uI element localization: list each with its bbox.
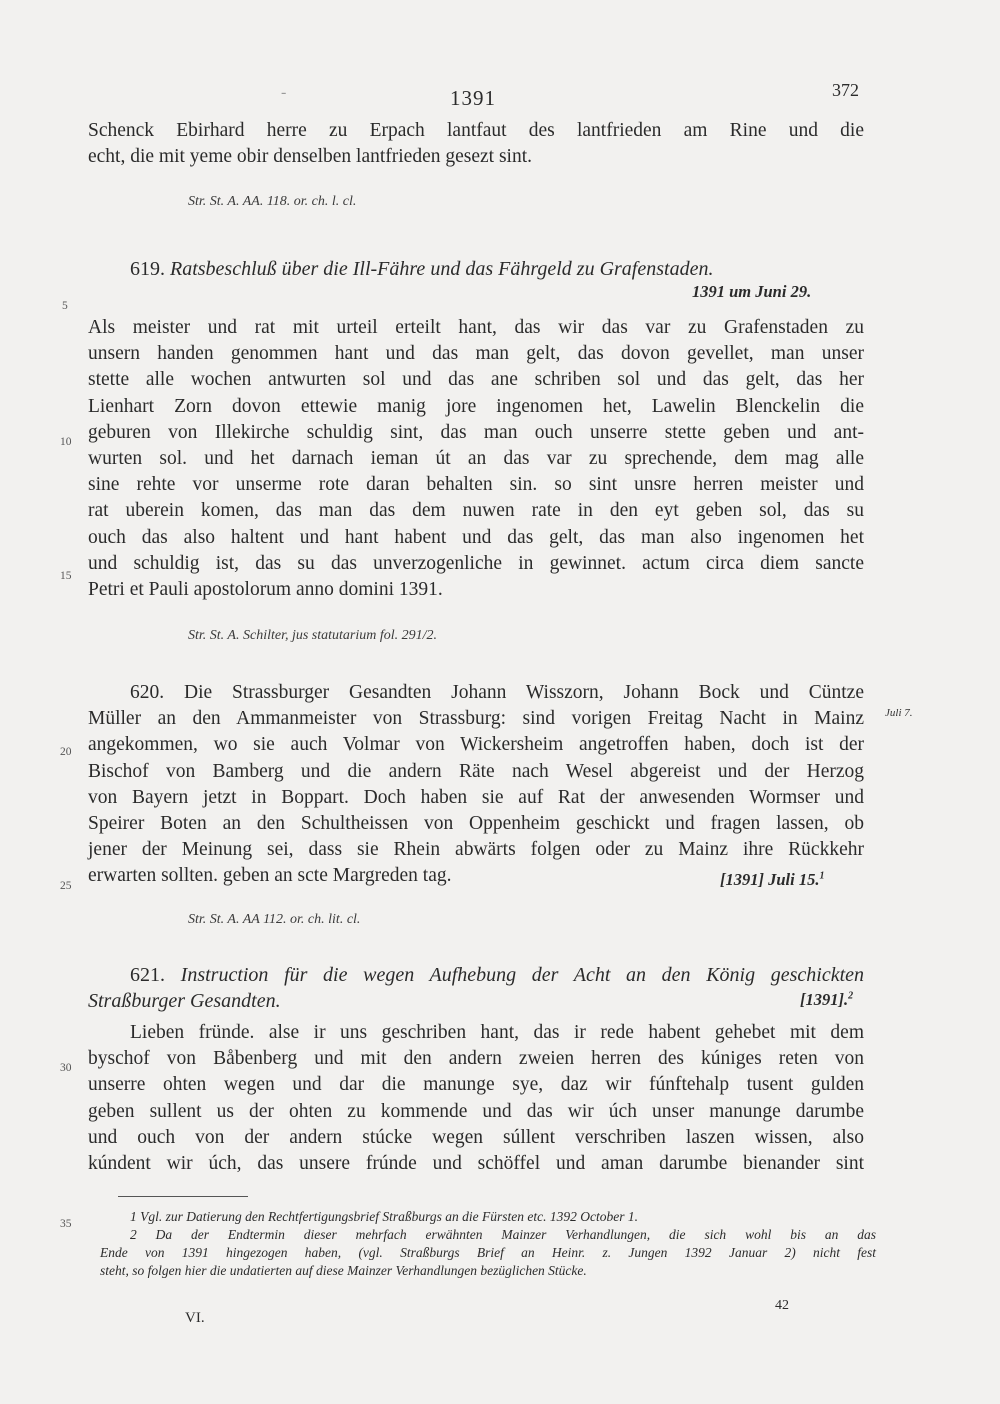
text-line: Speirer Boten an den Schultheissen von Oppenheim geschickt und fragen lassen, ob bbox=[88, 813, 864, 835]
text-line: unserre ohten wegen und dar die manunge sye, daz wir fúnftehalp tusent gulden bbox=[88, 1074, 864, 1096]
text-line: Müller an den Ammanmeister von Strassburg: sind vorigen Freitag Nacht in Mainz bbox=[88, 708, 864, 730]
text-line: unsern handen genommen hant und das man gelt, das dovon gevellet, man unser bbox=[88, 343, 864, 365]
footnote-ref: 2 bbox=[848, 990, 854, 1002]
footnote-rule bbox=[118, 1196, 248, 1197]
text-line: Lienhart Zorn dovon ettewie manig jore ingenomen het, Lawelin Blenckelin die bbox=[88, 395, 864, 417]
source-citation: Str. St. A. AA. 118. or. ch. l. cl. bbox=[188, 194, 357, 209]
doc-621-title-line bbox=[130, 962, 864, 988]
text-line: und ouch von der andern stúcke wegen súllent verschriben laszen wissen, also bbox=[88, 1126, 864, 1148]
doc-number: 619. bbox=[130, 258, 165, 280]
margin-date: Juli 7. bbox=[885, 707, 913, 719]
text-line: stette alle wochen antwurten sol und das ane schriben sol und das gelt, das her bbox=[88, 369, 864, 391]
doc-620-body bbox=[88, 680, 864, 890]
doc-date-text: [1391] Juli 15. bbox=[720, 870, 820, 889]
line-number: 20 bbox=[60, 746, 72, 758]
text-line: Lieben fründe. alse ir uns geschriben hant, das ir rede habent gehebet mit dem bbox=[130, 1022, 864, 1043]
source-citation: Str. St. A. AA 112. or. ch. lit. cl. bbox=[188, 912, 361, 927]
text-line: Petri et Pauli apostolorum anno domini 1391. bbox=[88, 579, 443, 601]
doc-number: 621. bbox=[130, 964, 165, 986]
header-dash: - bbox=[281, 84, 287, 101]
text-line: angekommen, wo sie auch Volmar von Wickersheim angetroffen haben, doch ist der bbox=[88, 734, 864, 756]
intro-text bbox=[88, 118, 864, 170]
doc-date-text: [1391]. bbox=[800, 990, 849, 1009]
text-line: geburen von Illekirche schuldig sint, das man ouch unserre stette geben und ant- bbox=[88, 421, 864, 443]
doc-date: 1391 um Juni 29. bbox=[692, 282, 812, 301]
doc-date bbox=[720, 870, 824, 890]
running-year: 1391 bbox=[450, 86, 496, 110]
text-line: geben sullent us der ohten zu kommende und das wir úch unser manunge darumbe bbox=[88, 1100, 864, 1122]
footnote-line: steht, so folgen hier die undatierten auf diese Mainzer Verhandlungen bezüglichen Stücke. bbox=[100, 1263, 587, 1279]
text-line: ouch das also haltent und hant habent und das gelt, das man also ingenomen het bbox=[88, 526, 864, 548]
text-line: byschof von Båbenberg und mit den andern zweien herren des kúniges reten von bbox=[88, 1048, 864, 1070]
footnote-2 bbox=[100, 1226, 876, 1281]
doc-title-line-2: Straßburger Gesandten. bbox=[88, 990, 281, 1012]
line-number: 10 bbox=[60, 436, 72, 448]
signature-mark: VI. bbox=[185, 1310, 205, 1326]
text-line: erwarten sollten. geben an scte Margreden tag. bbox=[88, 865, 452, 887]
footnote-line: Ende von 1391 hingezogen haben, (vgl. Straßburgs Brief an Heinr. z. Jungen 1392 Januar 2) nicht fest bbox=[100, 1245, 876, 1261]
text-line: von Bayern jetzt in Boppart. Doch haben sie auf Rat der anwesenden Wormser und bbox=[88, 786, 864, 808]
line-number: 25 bbox=[60, 880, 72, 892]
text-line: kúndent wir úch, das unsere frúnde und schöffel und aman darumbe bienander sint bbox=[88, 1153, 864, 1175]
text-line: 620. Die Strassburger Gesandten Johann Wisszorn, Johann Bock und Cüntze bbox=[130, 682, 864, 703]
doc-621-title-row bbox=[130, 962, 864, 988]
footnote-ref: 1 bbox=[819, 870, 825, 882]
doc-title: Ratsbeschluß über die Ill-Fähre und das Fährgeld zu Grafenstaden. bbox=[170, 258, 714, 280]
doc-621-body bbox=[88, 1020, 864, 1177]
footnote-1: 1 Vgl. zur Datierung den Rechtfertigungsbrief Straßburgs an die Fürsten etc. 1392 October 1. bbox=[130, 1209, 638, 1224]
text-line: Bischof von Bamberg und die andern Räte nach Wesel abgereist und der Herzog bbox=[88, 760, 864, 782]
text-line: wurten sol. und het darnach ieman út an das var zu sprechende, dem mag alle bbox=[88, 448, 864, 470]
text-line: echt, die mit yeme obir denselben lantfrieden gesezt sint. bbox=[88, 146, 533, 168]
line-number: 5 bbox=[62, 300, 68, 312]
text-line: und schuldig ist, das su das unverzogenliche in gewinnet. actum circa diem sancte bbox=[88, 552, 864, 574]
line-number: 30 bbox=[60, 1062, 72, 1074]
text-line: Als meister und rat mit urteil erteilt hant, das wir das var zu Grafenstaden zu bbox=[88, 317, 864, 338]
page-number: 372 bbox=[832, 80, 859, 100]
text-line: sine rehte vor unserme rote daran behalten sin. so sint unsre herren meister und bbox=[88, 474, 864, 496]
line-number: 15 bbox=[60, 570, 72, 582]
text-line: rat uberein komen, das man das dem nuwen rate in den eyt geben sol, das su bbox=[88, 500, 864, 522]
sheet-number: 42 bbox=[775, 1298, 789, 1313]
source-citation: Str. St. A. Schilter, jus statutarium fol. 291/2. bbox=[188, 628, 438, 643]
line-number: 35 bbox=[60, 1218, 72, 1230]
doc-619-body bbox=[88, 315, 864, 603]
footnote-line: 2 Da der Endtermin dieser mehrfach erwähnten Mainzer Verhandlungen, die sich wohl bis an das bbox=[130, 1227, 876, 1242]
doc-date bbox=[800, 990, 853, 1010]
text-line: jener der Meinung sei, dass sie Rhein abwärts folgen oder zu Mainz ihre Rückkehr bbox=[88, 839, 864, 861]
doc-619-title-row bbox=[130, 256, 864, 282]
doc-title: Instruction für die wegen Aufhebung der Acht an den König geschickten bbox=[180, 964, 865, 986]
text-line: Schenck Ebirhard herre zu Erpach lantfaut des lantfrieden am Rine und die bbox=[88, 120, 864, 141]
